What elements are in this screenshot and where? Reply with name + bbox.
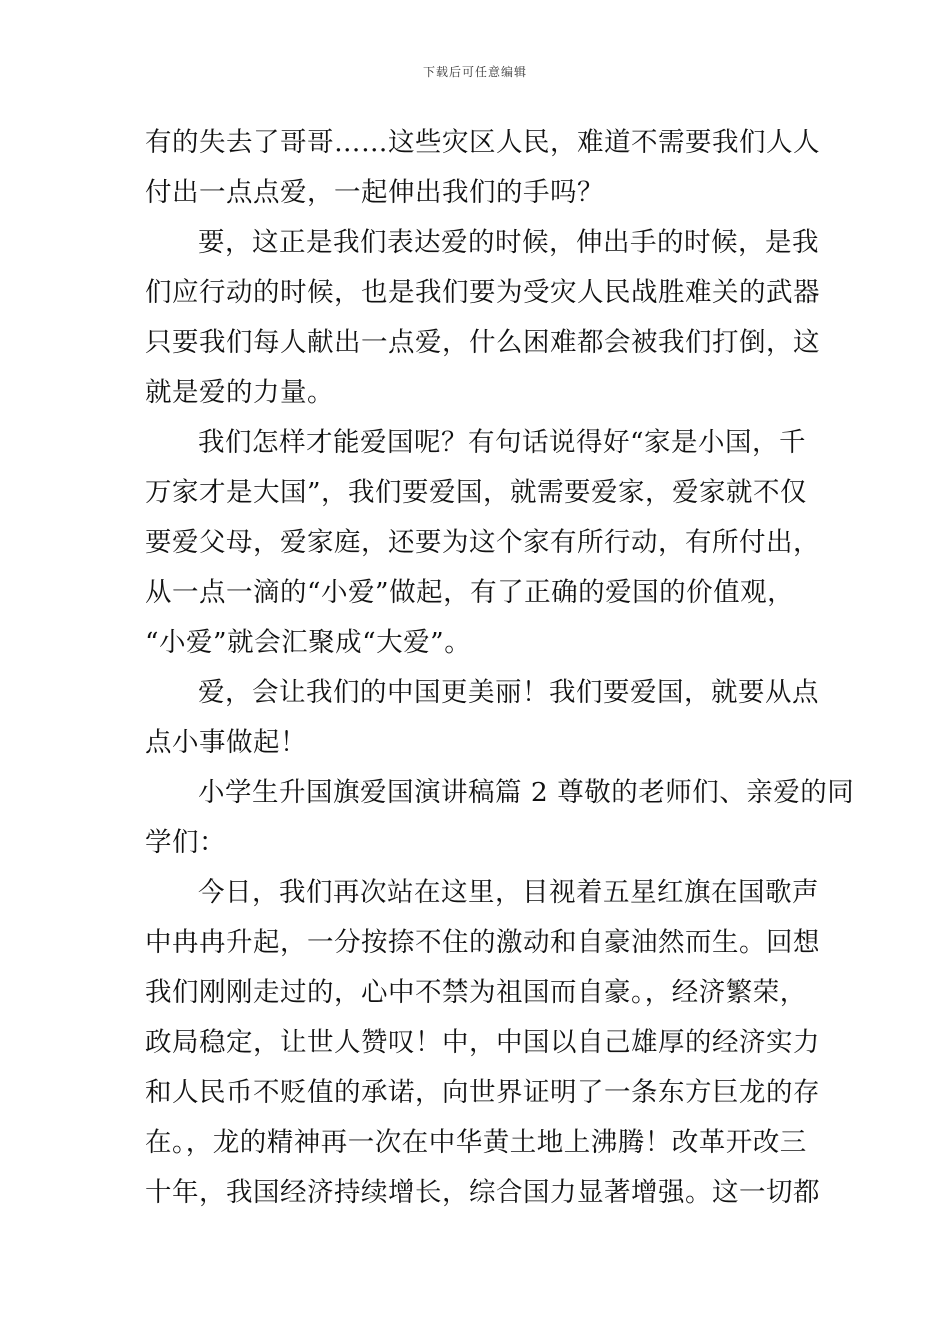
text-line: 学们：: [145, 827, 226, 858]
text-line: 和人民币不贬值的承诺，向世界证明了一条东方巨龙的存: [145, 1077, 820, 1108]
text-line: 有的失去了哥哥……这些灾区人民，难道不需要我们人人: [145, 127, 820, 158]
text-line: 从一点一滴的“小爱”做起，有了正确的爱国的价值观，: [145, 577, 795, 608]
text-line: 只要我们每人献出一点爱，什么困难都会被我们打倒，这: [145, 327, 820, 358]
text-line: 政局稳定，让世人赞叹！中，中国以自己雄厚的经济实力: [145, 1027, 820, 1058]
text-line: 中冉冉升起，一分按捺不住的激动和自豪油然而生。回想: [145, 927, 820, 958]
text-line: 爱，会让我们的中国更美丽！我们要爱国，就要从点: [198, 677, 819, 708]
text-line: 小学生升国旗爱国演讲稿篇 2 尊敬的老师们、亲爱的同: [198, 777, 855, 808]
page-header: 下载后可任意编辑: [422, 65, 527, 79]
text-line: 就是爱的力量。: [145, 377, 334, 408]
text-line: 十年，我国经济持续增长，综合国力显著增强。这一切都: [145, 1177, 820, 1208]
text-line: 万家才是大国”，我们要爱国，就需要爱家，爱家就不仅: [145, 477, 808, 508]
text-line: 们应行动的时候，也是我们要为受灾人民战胜难关的武器: [145, 277, 820, 308]
text-line: 要爱父母，爱家庭，还要为这个家有所行动，有所付出，: [145, 527, 820, 558]
text-line: 要，这正是我们表达爱的时候，伸出手的时候，是我: [198, 227, 819, 258]
text-line: 今日，我们再次站在这里，目视着五星红旗在国歌声: [198, 877, 819, 908]
text-line: 在。，龙的精神再一次在中华黄土地上沸腾！改革开改三: [145, 1127, 807, 1158]
text-line: 我们怎样才能爱国呢？有句话说得好“家是小国，千: [198, 427, 807, 458]
text-line: “小爱”就会汇聚成“大爱”。: [145, 627, 472, 658]
text-line: 我们刚刚走过的，心中不禁为祖国而自豪。，经济繁荣，: [145, 977, 807, 1008]
text-line: 点小事做起！: [145, 727, 307, 758]
text-line: 付出一点点爱，一起伸出我们的手吗？: [145, 177, 604, 208]
document-body: [145, 118, 855, 1218]
